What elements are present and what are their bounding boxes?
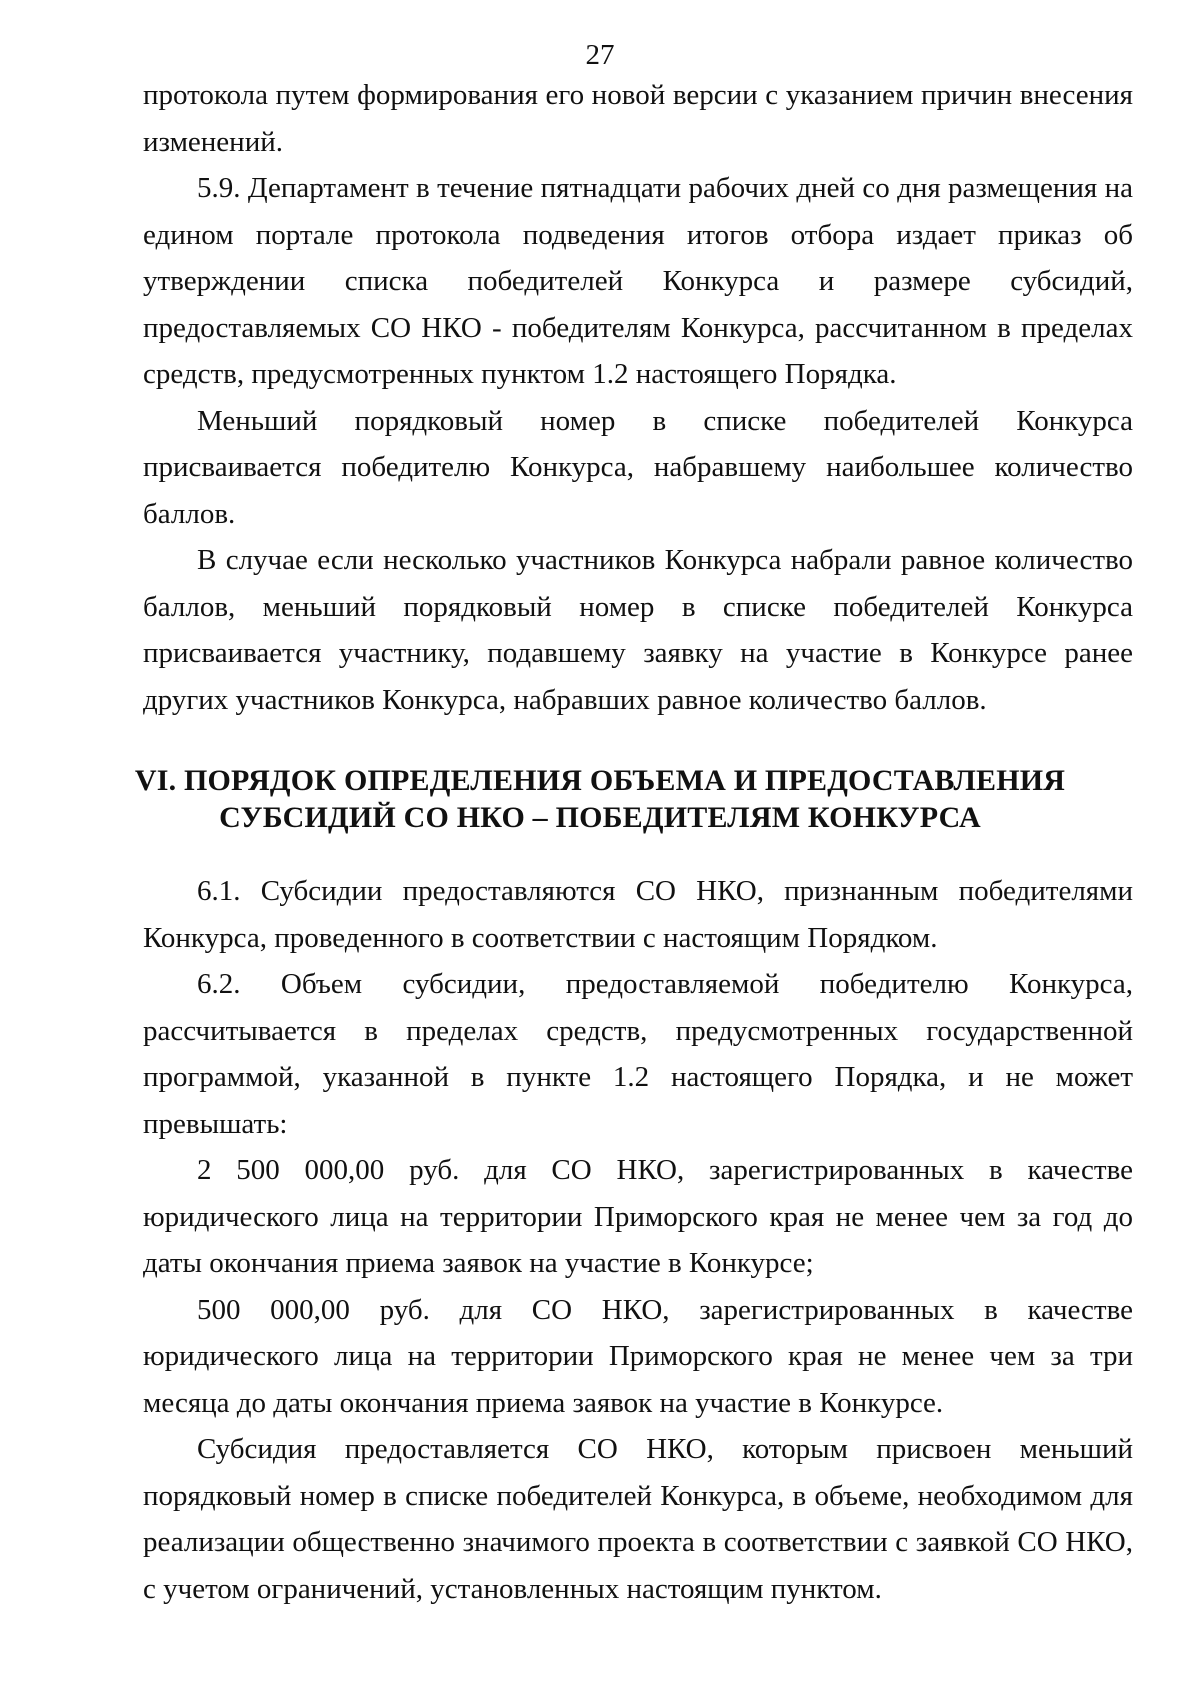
section-heading	[0, 762, 1200, 836]
paragraph-6-1: 6.1. Субсидии предоставляются СО НКО, признанным победителями Конкурса, проведенного в соответствии с настоящим Порядком.	[143, 875, 1133, 954]
paragraph-5-9: 5.9. Департамент в течение пятнадцати рабочих дней со дня размещения на едином портале протокола подведения итогов отбора издает приказ об утверждении списка победителей Конкурса и размере субсидий, предоставляемых СО НКО - победителям Конкурса, рассчитанном в пределах средств, предусмотренных пунктом 1.2 настоящего Порядка.	[143, 172, 1133, 390]
page-number: 27	[585, 39, 615, 71]
section-heading-line-2: СУБСИДИЙ СО НКО – ПОБЕДИТЕЛЯМ КОНКУРСА	[219, 801, 981, 834]
paragraph-subsidy-provision: Субсидия предоставляется СО НКО, которым присвоен меньший порядковый номер в списке победителей Конкурса, в объеме, необходимом для реализации общественно значимого проекта в соответствии с заявкой СО НКО, с учетом ограничений, установленных настоящим пунктом.	[143, 1433, 1133, 1605]
section-heading-line-1: VI. ПОРЯДОК ОПРЕДЕЛЕНИЯ ОБЪЕМА И ПРЕДОСТАВЛЕНИЯ	[134, 764, 1066, 797]
text-block-bottom	[143, 868, 1133, 1612]
paragraph-equal-scores-rule: В случае если несколько участников Конкурса набрали равное количество баллов, меньший порядковый номер в списке победителей Конкурса присваивается участнику, подавшему заявку на участие в Конкурсе ранее других участников Конкурса, набравших равное количество баллов.	[143, 544, 1133, 716]
text-block-top	[143, 72, 1133, 723]
paragraph-6-2: 6.2. Объем субсидии, предоставляемой победителю Конкурса, рассчитывается в пределах средств, предусмотренных государственной программой, указанной в пункте 1.2 настоящего Порядка, и не может превышать:	[143, 968, 1133, 1140]
paragraph-limit-three-months: 500 000,00 руб. для СО НКО, зарегистрированных в качестве юридического лица на территории Приморского края не менее чем за три месяца до даты окончания приема заявок на участие в Конкурсе.	[143, 1293, 1133, 1419]
paragraph-continuation: протокола путем формирования его новой версии с указанием причин внесения изменений.	[143, 79, 1133, 158]
paragraph-lower-number-rule: Меньший порядковый номер в списке победителей Конкурса присваивается победителю Конкурса, набравшему наибольшее количество баллов.	[143, 404, 1133, 530]
paragraph-limit-one-year: 2 500 000,00 руб. для СО НКО, зарегистрированных в качестве юридического лица на территории Приморского края не менее чем за год до даты окончания приема заявок на участие в Конкурсе;	[143, 1154, 1133, 1279]
